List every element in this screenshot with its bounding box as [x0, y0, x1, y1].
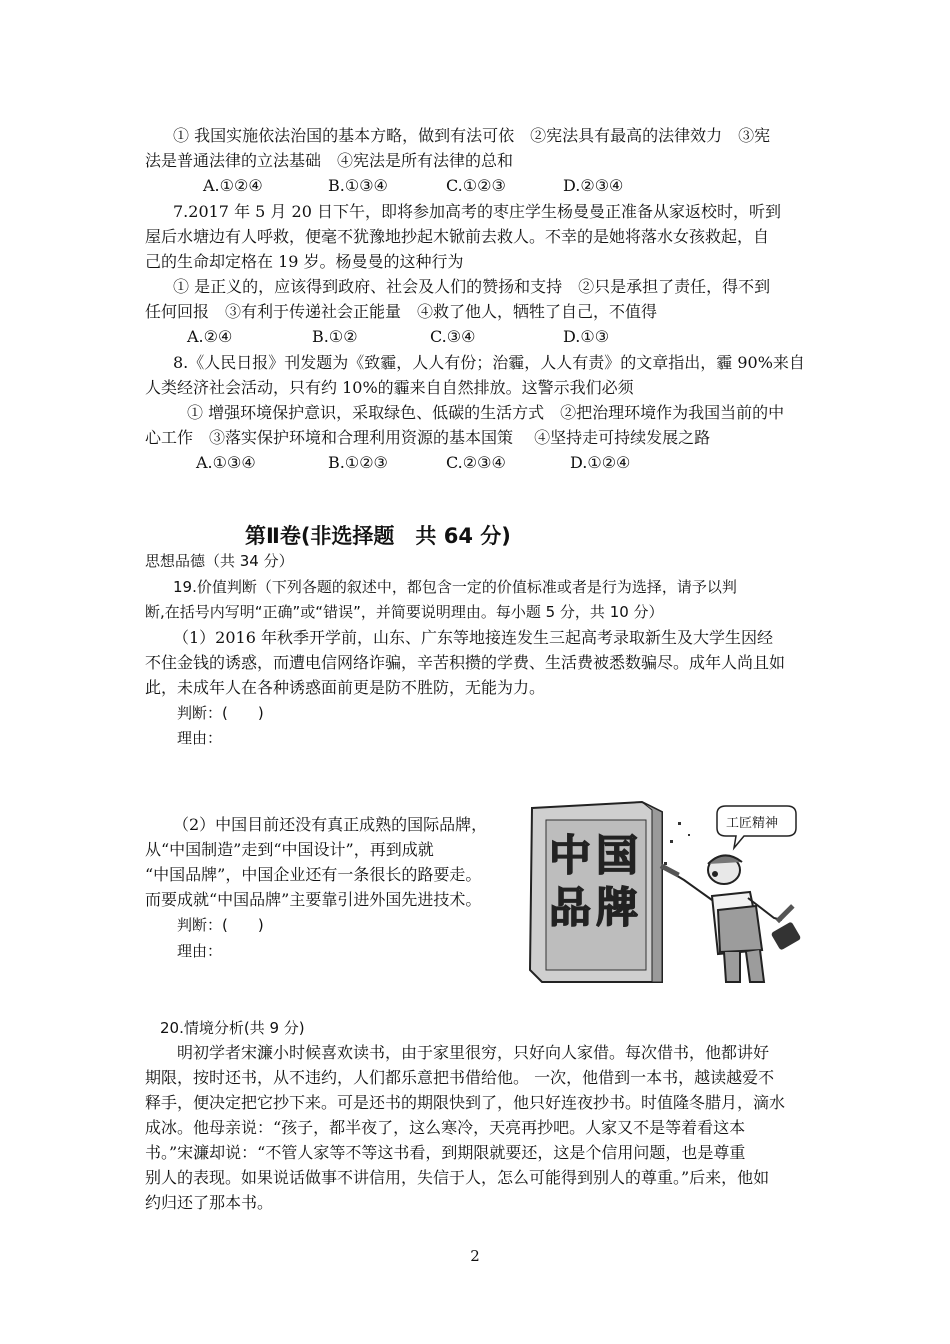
q7-option-c: C.③④: [430, 327, 476, 346]
q7-stem-line1: 7.2017 年 5 月 20 日下午，即将参加高考的枣庄学生杨曼曼正准备从家返校时，听到: [173, 202, 781, 221]
q19-part2-judgement: 判断：( ): [177, 916, 264, 934]
q20-passage-line2: 期限，按时还书，从不违约，人们都乐意把书借给他。 一次，他借到一本书，越读越爱不: [145, 1068, 775, 1087]
q7-statement-line1: ① 是正义的，应该得到政府、社会及人们的赞扬和支持 ②只是承担了责任，得不到: [173, 277, 771, 296]
sign-char-pai: 牌: [596, 883, 639, 932]
speech-bubble-text: 工匠精神: [726, 816, 779, 831]
q6-option-a: A.①②④: [203, 176, 263, 195]
q19-part2-line2: 从“中国制造”走到“中国设计”，再到成就: [145, 840, 434, 859]
q20-passage-line4: 成冰。他母亲说：“孩子，都半夜了，这么寒冷，天亮再抄吧。人家又不是等着看这本: [145, 1118, 746, 1137]
q19-part2-line1: （2）中国目前还没有真正成熟的国际品牌，: [173, 815, 488, 834]
q7-option-a: A.②④: [187, 327, 233, 346]
q8-stem-line1: 8.《人民日报》刊发题为《致霾，人人有份；治霾，人人有责》的文章指出，霾 90%来自: [173, 353, 805, 372]
section-title: 第Ⅱ卷(非选择题 共 64 分): [245, 524, 511, 548]
q20-passage-line1: 明初学者宋濂小时候喜欢读书，由于家里很穷，只好向人家借。每次借书，他都讲好: [177, 1043, 770, 1062]
q7-option-b: B.①②: [312, 327, 358, 346]
q19-instruction-line1: 19.价值判断（下列各题的叙述中，都包含一定的价值标准或者是行为选择，请予以判: [173, 578, 737, 596]
q8-option-c: C.②③④: [446, 453, 506, 472]
sign-char-pin: 品: [549, 883, 592, 932]
q19-part1-judgement: 判断：( ): [177, 704, 264, 722]
q19-part1-line1: （1）2016 年秋季开学前，山东、广东等地接连发生三起高考录取新生及大学生因经: [173, 628, 773, 647]
q7-stem-line2: 屋后水塘边有人呼救，便毫不犹豫地抄起木锨前去救人。不幸的是她将落水女孩救起，自: [145, 227, 770, 246]
q20-passage-line6: 别人的表现。如果说话做事不讲信用，失信于人，怎么可能得到别人的尊重。”后来，他如: [145, 1168, 770, 1187]
q19-part1-reason: 理由：: [177, 729, 223, 747]
q6-statement-line1: ① 我国实施依法治国的基本方略，做到有法可依 ②宪法具有最高的法律效力 ③宪: [173, 126, 771, 145]
q8-statement-line1: ① 增强环境保护意识，采取绿色、低碳的生活方式 ②把治理环境作为我国当前的中: [187, 403, 785, 422]
q19-instruction-line2: 断,在括号内写明“正确”或“错误”，并简要说明理由。每小题 5 分，共 10 分）: [145, 603, 664, 621]
sign-char-zhong: 中: [549, 831, 592, 880]
q8-option-d: D.①②④: [570, 453, 631, 472]
q8-statement-line2: 心工作 ③落实保护环境和合理利用资源的基本国策 ④坚持走可持续发展之路: [145, 428, 711, 447]
q6-option-b: B.①③④: [328, 176, 388, 195]
sign-char-guo: 国: [596, 831, 639, 880]
q6-statement-line2: 法是普通法律的立法基础 ④宪法是所有法律的总和: [145, 151, 514, 170]
q19-part1-line3: 此，未成年人在各种诱惑面前更是防不胜防，无能为力。: [145, 678, 546, 697]
q19-part2-line3: “中国品牌”，中国企业还有一条很长的路要走。: [145, 865, 482, 884]
q6-option-d: D.②③④: [563, 176, 624, 195]
q19-part1-line2: 不住金钱的诱惑，而遭电信网络诈骗，辛苦积攒的学费、生活费被悉数骗尽。成年人尚且如: [145, 653, 786, 672]
q19-part2-reason: 理由：: [177, 942, 223, 960]
q6-option-c: C.①②③: [446, 176, 506, 195]
page-number: 2: [470, 1247, 480, 1265]
q7-option-d: D.①③: [563, 327, 610, 346]
q8-stem-line2: 人类经济社会活动，只有约 10%的霾来自自然排放。这警示我们必须: [145, 378, 634, 397]
q20-passage-line7: 约归还了那本书。: [145, 1193, 274, 1212]
craftsman-cartoon-illustration: [512, 800, 815, 985]
q20-passage-line5: 书。”宋濂却说：“不管人家等不等这书看，到期限就要还，这是个信用问题，也是尊重: [145, 1143, 746, 1162]
q19-part2-line4: 而要成就“中国品牌”主要靠引进外国先进技术。: [145, 890, 482, 909]
q20-title: 20.情境分析(共 9 分): [160, 1019, 305, 1037]
q7-stem-line3: 己的生命却定格在 19 岁。杨曼曼的这种行为: [145, 252, 464, 271]
q20-passage-line3: 释手，便决定把它抄下来。可是还书的期限快到了，他只好连夜抄书。时值隆冬腊月，滴水: [145, 1093, 786, 1112]
q8-option-b: B.①②③: [328, 453, 388, 472]
q8-option-a: A.①③④: [196, 453, 256, 472]
q7-statement-line2: 任何回报 ③有利于传递社会正能量 ④救了他人，牺牲了自己，不值得: [145, 302, 658, 321]
section-subtitle: 思想品德（共 34 分）: [145, 552, 294, 570]
